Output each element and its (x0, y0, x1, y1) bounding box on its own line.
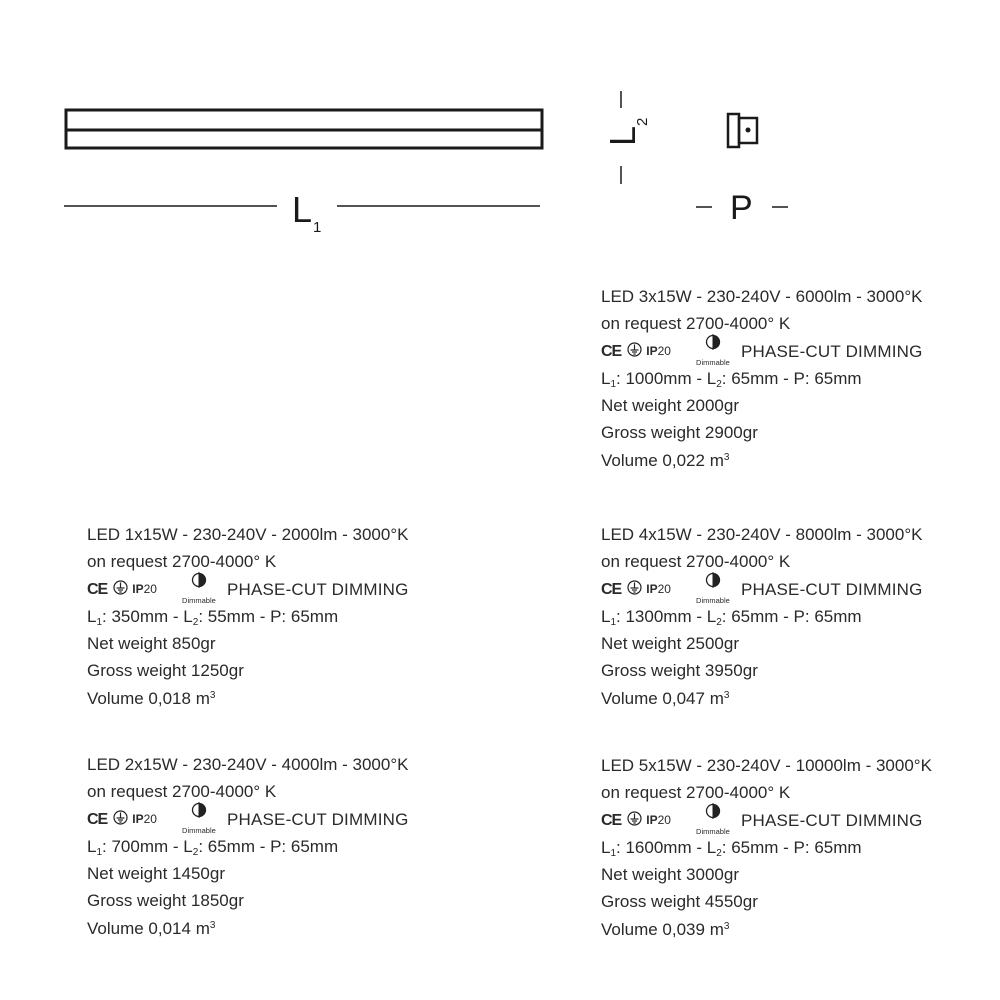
spec-net-weight: Net weight 3000gr (601, 865, 739, 885)
spec-net-weight: Net weight 2000gr (601, 396, 739, 416)
technical-drawing (0, 0, 1000, 260)
ce-mark-icon: CE (601, 811, 622, 829)
ip-rating: IP20 (132, 581, 157, 596)
spec-title: LED 2x15W - 230-240V - 4000lm - 3000°K (87, 755, 409, 774)
l2-dimension-subscript: 2 (634, 117, 651, 126)
dimmable-badge (693, 800, 733, 836)
spec-title: LED 5x15W - 230-240V - 10000lm - 3000°K (601, 756, 932, 775)
certification-row (601, 576, 923, 606)
spec-volume: Volume 0,018 $m^3$ (87, 688, 216, 708)
earth-ground-icon (627, 338, 642, 365)
ce-mark-icon: CE (601, 580, 622, 598)
spec-color-temp-request: on request 2700-4000° K (601, 783, 791, 803)
half-circle-dimmer-icon (191, 799, 207, 826)
half-circle-dimmer-icon (705, 569, 721, 596)
spec-net-weight: Net weight 2500gr (601, 634, 739, 654)
phase-cut-dimming-label: PHASE-CUT DIMMING (740, 341, 923, 361)
luminaire-front-view (66, 110, 542, 148)
certification-row (87, 576, 409, 606)
spec-title: LED 4x15W - 230-240V - 8000lm - 3000°K (601, 525, 923, 544)
spec-volume: Volume 0,014 $m^3$ (87, 918, 216, 938)
certification-row (87, 806, 409, 836)
spec-dimensions: $L_1$: $350mm - L_2$: 55mm - P: 65mm (87, 606, 339, 628)
ip-rating: IP20 (132, 811, 157, 826)
spec-title: LED 1x15W - 230-240V - 2000lm - 3000°K (87, 525, 409, 544)
l2-dimension-label: L (602, 125, 643, 146)
dimmable-badge (693, 331, 733, 367)
dimmable-label: Dimmable (696, 827, 730, 837)
spec-volume: Volume 0,022 $m^3$ (601, 450, 730, 470)
spec-color-temp-request: on request 2700-4000° K (601, 314, 791, 334)
spec-block-1x15w (87, 521, 409, 712)
l1-dimension-subscript: 1 (313, 219, 322, 236)
dimmable-label: Dimmable (182, 596, 216, 606)
certification-row (601, 807, 932, 837)
phase-cut-dimming-label: PHASE-CUT DIMMING (740, 810, 923, 830)
profile-screw-dot (746, 128, 751, 133)
spec-block-2x15w (87, 751, 409, 942)
spec-dimensions: $L_1$: $1300mm - L_2$: 65mm - P: 65mm (601, 606, 862, 628)
half-circle-dimmer-icon (705, 800, 721, 827)
spec-gross-weight: Gross weight 2900gr (601, 423, 758, 443)
dimmable-badge (693, 569, 733, 605)
earth-ground-icon (627, 807, 642, 834)
p-dimension-label: P (730, 189, 753, 227)
ip-rating: IP20 (646, 812, 671, 827)
spec-block-4x15w (601, 521, 923, 712)
spec-color-temp-request: on request 2700-4000° K (87, 552, 277, 572)
certification-row (601, 338, 923, 368)
phase-cut-dimming-label: PHASE-CUT DIMMING (226, 809, 409, 829)
spec-color-temp-request: on request 2700-4000° K (601, 552, 791, 572)
dimmable-badge (179, 569, 219, 605)
spec-dimensions: $L_1$: $1000mm - L_2$: 65mm - P: 65mm (601, 368, 862, 390)
phase-cut-dimming-label: PHASE-CUT DIMMING (226, 579, 409, 599)
spec-volume: Volume 0,039 $m^3$ (601, 919, 730, 939)
phase-cut-dimming-label: PHASE-CUT DIMMING (740, 579, 923, 599)
l1-dimension-label: L (292, 189, 313, 230)
half-circle-dimmer-icon (705, 331, 721, 358)
spec-title: LED 3x15W - 230-240V - 6000lm - 3000°K (601, 287, 923, 306)
earth-ground-icon (113, 806, 128, 833)
ip-rating: IP20 (646, 343, 671, 358)
dimmable-label: Dimmable (696, 596, 730, 606)
half-circle-dimmer-icon (191, 569, 207, 596)
spec-gross-weight: Gross weight 1250gr (87, 661, 244, 681)
spec-gross-weight: Gross weight 3950gr (601, 661, 758, 681)
spec-gross-weight: Gross weight 1850gr (87, 891, 244, 911)
dimmable-label: Dimmable (696, 358, 730, 368)
earth-ground-icon (627, 576, 642, 603)
ce-mark-icon: CE (87, 580, 108, 598)
ce-mark-icon: CE (87, 810, 108, 828)
spec-color-temp-request: on request 2700-4000° K (87, 782, 277, 802)
spec-block-5x15w (601, 752, 932, 943)
earth-ground-icon (113, 576, 128, 603)
ce-mark-icon: CE (601, 342, 622, 360)
dimmable-label: Dimmable (182, 826, 216, 836)
spec-net-weight: Net weight 850gr (87, 634, 216, 654)
spec-block-3x15w (601, 283, 923, 474)
spec-dimensions: $L_1$: $1600mm - L_2$: 65mm - P: 65mm (601, 837, 862, 859)
spec-dimensions: $L_1$: $700mm - L_2$: 65mm - P: 65mm (87, 836, 339, 858)
spec-net-weight: Net weight 1450gr (87, 864, 225, 884)
spec-volume: Volume 0,047 $m^3$ (601, 688, 730, 708)
ip-rating: IP20 (646, 581, 671, 596)
spec-gross-weight: Gross weight 4550gr (601, 892, 758, 912)
luminaire-side-profile (728, 114, 757, 147)
dimmable-badge (179, 799, 219, 835)
